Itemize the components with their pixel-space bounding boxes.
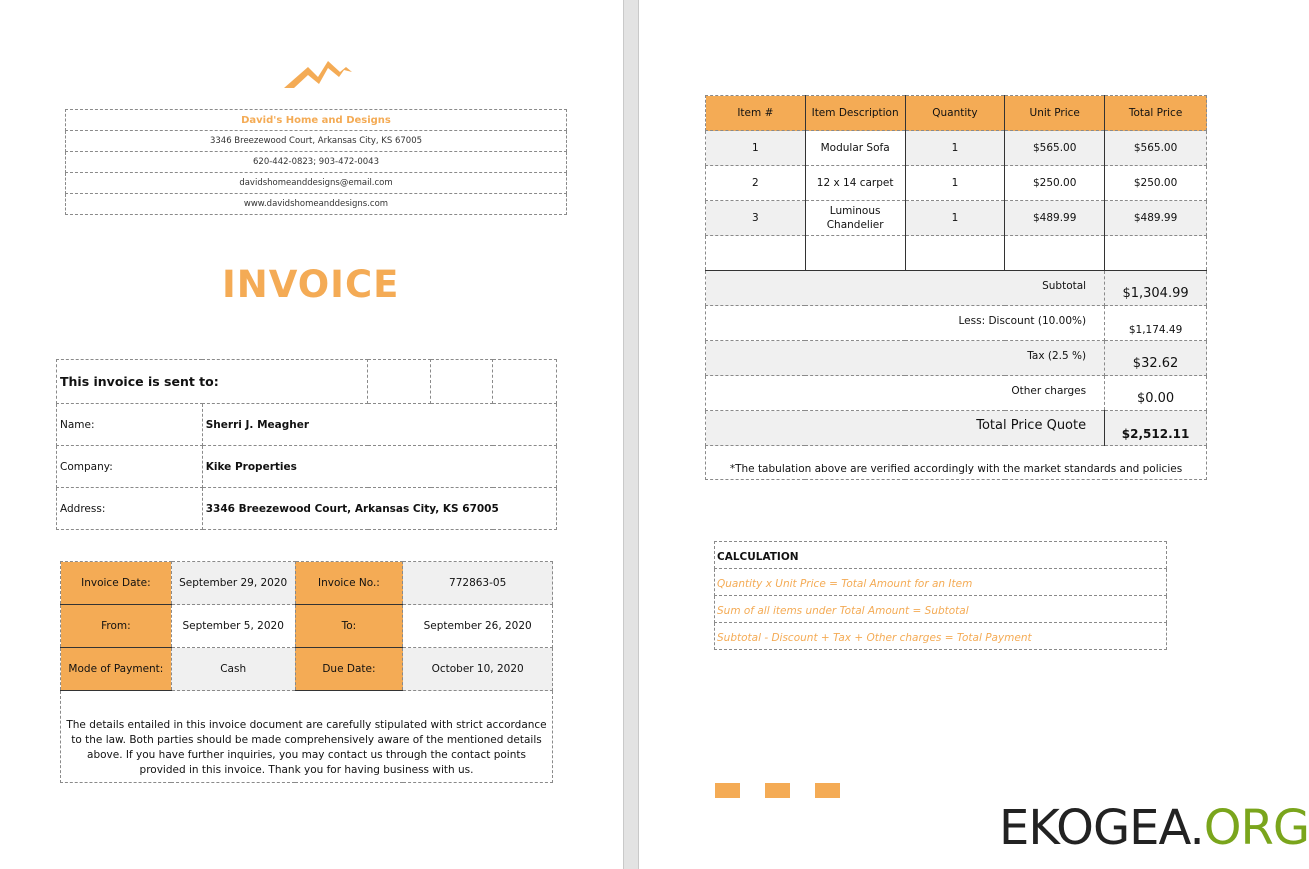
- discount-value: $1,174.49: [1105, 306, 1207, 341]
- formula-total-payment: Subtotal - Discount + Tax + Other charges = Total Payment: [715, 623, 1167, 650]
- empty-cell: [431, 360, 493, 404]
- company-info: [65, 109, 567, 215]
- empty-cell: [706, 236, 806, 271]
- other-charges-value: $0.00: [1105, 376, 1207, 411]
- decor-square: [765, 783, 790, 798]
- item-quantity: 1: [905, 131, 1005, 166]
- header-description: Item Description: [805, 96, 905, 131]
- tabulation-footnote: *The tabulation above are verified accordingly with the market standards and policies: [706, 446, 1207, 480]
- tax-value: $32.62: [1105, 341, 1207, 376]
- invoice-title: INVOICE: [222, 263, 400, 306]
- watermark-main: EKOGEA.: [999, 800, 1204, 856]
- item-description: Modular Sofa: [805, 131, 905, 166]
- formula-item-amount: Quantity x Unit Price = Total Amount for an Item: [715, 569, 1167, 596]
- payment-label: Mode of Payment:: [61, 648, 172, 691]
- tax-label: Tax (2.5 %): [706, 341, 1105, 376]
- item-unit-price: $565.00: [1005, 131, 1105, 166]
- items-table: [705, 95, 1207, 480]
- company-address: 3346 Breezewood Court, Arkansas City, KS 67005: [66, 131, 567, 152]
- table-row: [706, 131, 1207, 166]
- empty-cell: [1105, 236, 1207, 271]
- item-description: Luminous Chandelier: [805, 201, 905, 236]
- item-unit-price: $489.99: [1005, 201, 1105, 236]
- decor-square: [715, 783, 740, 798]
- table-row: [706, 166, 1207, 201]
- empty-cell: [493, 360, 557, 404]
- header-quantity: Quantity: [905, 96, 1005, 131]
- recipient-name: Sherri J. Meagher: [202, 404, 556, 446]
- company-label: Company:: [57, 446, 203, 488]
- recipient-address: 3346 Breezewood Court, Arkansas City, KS 67005: [202, 488, 556, 530]
- item-no: 1: [706, 131, 806, 166]
- watermark: [999, 800, 1309, 856]
- from-label: From:: [61, 605, 172, 648]
- calculation-heading: CALCULATION: [715, 542, 1167, 569]
- item-total: $250.00: [1105, 166, 1207, 201]
- page-divider: [623, 0, 639, 869]
- item-quantity: 1: [905, 166, 1005, 201]
- item-quantity: 1: [905, 201, 1005, 236]
- recipient-table: [56, 359, 557, 530]
- company-logo-icon: [282, 55, 354, 91]
- item-total: $565.00: [1105, 131, 1207, 166]
- invoice-details: [60, 561, 553, 783]
- item-unit-price: $250.00: [1005, 166, 1105, 201]
- item-no: 3: [706, 201, 806, 236]
- other-charges-label: Other charges: [706, 376, 1105, 411]
- watermark-suffix: ORG: [1203, 800, 1309, 856]
- invoice-no-label: Invoice No.:: [295, 562, 403, 605]
- recipient-company: Kike Properties: [202, 446, 556, 488]
- to-date: September 26, 2020: [403, 605, 553, 648]
- name-label: Name:: [57, 404, 203, 446]
- address-label: Address:: [57, 488, 203, 530]
- calculation-table: [714, 541, 1167, 650]
- item-total: $489.99: [1105, 201, 1207, 236]
- due-label: Due Date:: [295, 648, 403, 691]
- from-date: September 5, 2020: [171, 605, 295, 648]
- item-no: 2: [706, 166, 806, 201]
- empty-cell: [905, 236, 1005, 271]
- table-row: [706, 201, 1207, 236]
- subtotal-value: $1,304.99: [1105, 271, 1207, 306]
- due-date: October 10, 2020: [403, 648, 553, 691]
- invoice-date: September 29, 2020: [171, 562, 295, 605]
- empty-cell: [368, 360, 431, 404]
- header-unit-price: Unit Price: [1005, 96, 1105, 131]
- company-email: davidshomeanddesigns@email.com: [66, 173, 567, 194]
- payment-mode: Cash: [171, 648, 295, 691]
- company-phones: 620-442-0823; 903-472-0043: [66, 152, 567, 173]
- legal-note: The details entailed in this invoice document are carefully stipulated with strict accordance to the law. Both parties should be made comprehensively aware of the mentioned details above. If you have further inquiries, you may contact us through the contact points provided in this invoice. Thank you for having business with us.: [61, 691, 553, 783]
- formula-subtotal: Sum of all items under Total Amount = Subtotal: [715, 596, 1167, 623]
- discount-label: Less: Discount (10.00%): [706, 306, 1105, 341]
- company-website: www.davidshomeanddesigns.com: [66, 194, 567, 215]
- recipient-heading: This invoice is sent to:: [57, 360, 368, 404]
- to-label: To:: [295, 605, 403, 648]
- invoice-no: 772863-05: [403, 562, 553, 605]
- header-total-price: Total Price: [1105, 96, 1207, 131]
- total-value: $2,512.11: [1105, 411, 1207, 446]
- item-description: 12 x 14 carpet: [805, 166, 905, 201]
- decor-square: [815, 783, 840, 798]
- header-item-no: Item #: [706, 96, 806, 131]
- company-name: David's Home and Designs: [66, 110, 567, 131]
- total-label: Total Price Quote: [706, 411, 1105, 446]
- invoice-date-label: Invoice Date:: [61, 562, 172, 605]
- table-row: [706, 236, 1207, 271]
- empty-cell: [1005, 236, 1105, 271]
- subtotal-label: Subtotal: [706, 271, 1105, 306]
- empty-cell: [805, 236, 905, 271]
